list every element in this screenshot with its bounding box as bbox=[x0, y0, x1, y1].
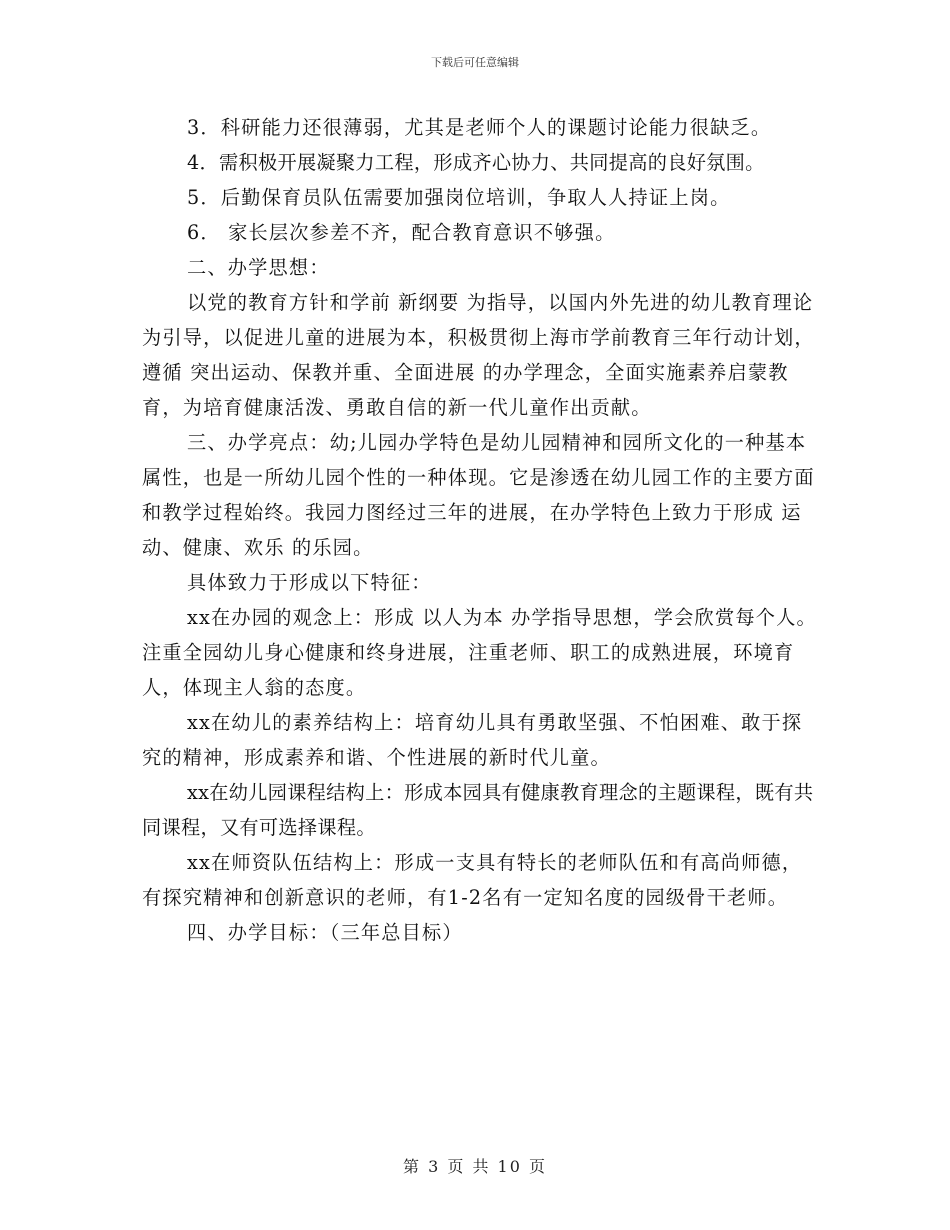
paragraph-feature-concept: xx在办园的观念上：形成 以人为本 办学指导思想，学会欣赏每个人。注重全园幼儿身心健康和终身进展，注重老师、职工的成熟进展，环境育人，体现主人翁的态度。 bbox=[142, 606, 817, 699]
section-heading-school-philosophy: 二、办学思想： bbox=[187, 256, 330, 279]
paragraph-school-philosophy: 以党的教育方针和学前 新纲要 为指导，以国内外先进的幼儿教育理论为引导，以促进儿童的进展为本，积极贯彻上海市学前教育三年行动计划，遵循 突出运动、保教并重、全面进展 的办学理念，全面实施素养启蒙教育，为培育健康活泼、勇敢自信的新一代儿童作出贡献。 bbox=[142, 291, 815, 419]
paragraph-feature-child-quality: xx在幼儿的素养结构上：培育幼儿具有勇敢坚强、不怕困难、敢于探究的精神，形成素养和谐、个性进展的新时代儿童。 bbox=[142, 711, 803, 769]
list-item-5: 5．后勤保育员队伍需要加强岗位培训，争取人人持证上岗。 bbox=[187, 186, 731, 209]
page-footer: 第 3 页 共 10 页 bbox=[403, 1157, 547, 1176]
paragraph-features-intro: 具体致力于形成以下特征： bbox=[187, 571, 432, 594]
page-header: 下载后可任意编辑 bbox=[431, 56, 519, 69]
paragraph-feature-teachers: xx在师资队伍结构上：形成一支具有特长的老师队伍和有高尚师德，有探究精神和创新意识的老师，有1-2名有一定知名度的园级骨干老师。 bbox=[142, 851, 803, 909]
paragraph-feature-curriculum: xx在幼儿园课程结构上：形成本园具有健康教育理念的主题课程，既有共同课程，又有可选择课程。 bbox=[142, 781, 814, 839]
document-body bbox=[142, 110, 820, 950]
list-item-4: 4．需积极开展凝聚力工程，形成齐心协力、共同提高的良好氛围。 bbox=[187, 151, 765, 174]
section-heading-school-goals: 四、办学目标：（三年总目标） bbox=[187, 921, 463, 944]
list-item-3: 3．科研能力还很薄弱，尤其是老师个人的课题讨论能力很缺乏。 bbox=[187, 116, 772, 139]
paragraph-school-highlights: 三、办学亮点：幼;儿园办学特色是幼儿园精神和园所文化的一种基本属性，也是一所幼儿园个性的一种体现。它是渗透在幼儿园工作的主要方面和教学过程始终。我园力图经过三年的进展，在办学特色上致力于形成 运动、健康、欢乐 的乐园。 bbox=[142, 431, 815, 559]
list-item-6: 6． 家长层次参差不齐，配合教育意识不够强。 bbox=[187, 221, 616, 244]
